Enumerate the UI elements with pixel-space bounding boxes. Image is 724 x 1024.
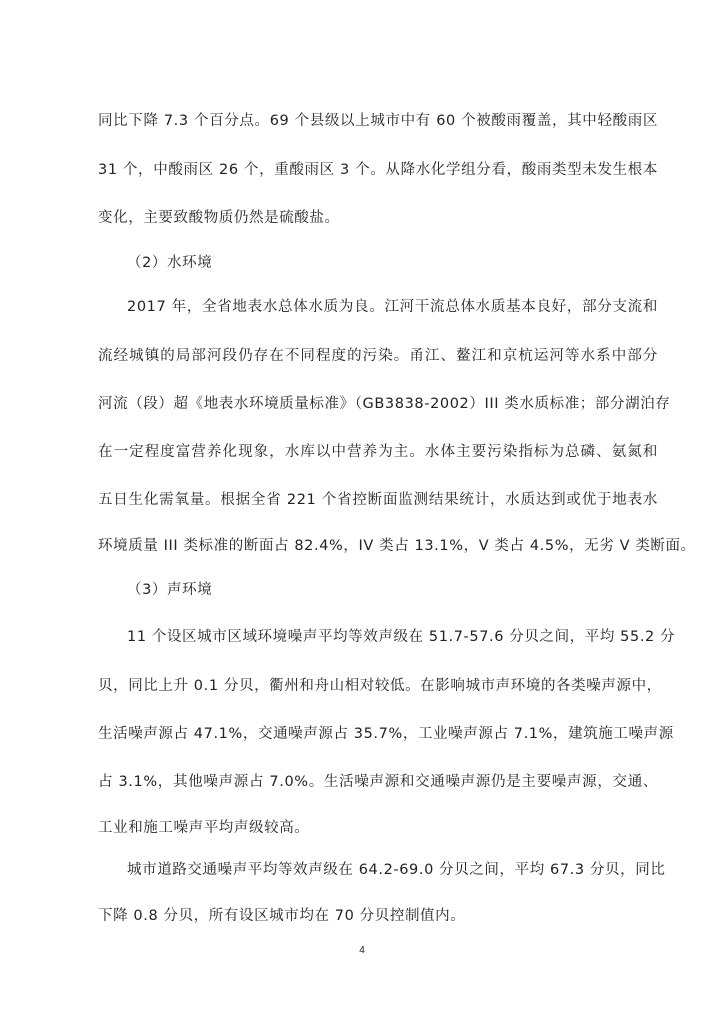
paragraph-line: 工业和施工噪声平均声级较高。: [98, 820, 310, 836]
section-heading-water: （2）水环境: [127, 255, 213, 271]
paragraph-line: 2017 年，全省地表水总体水质为良。江河干流总体水质基本良好，部分支流和: [127, 299, 658, 315]
paragraph-line: 占 3.1%，其他噪声源占 7.0%。生活噪声源和交通噪声源仍是主要噪声源，交通、: [98, 774, 658, 790]
paragraph-line: 11 个设区城市区域环境噪声平均等效声级在 51.7-57.6 分贝之间，平均 55.2 分: [127, 629, 676, 645]
paragraph-line: 城市道路交通噪声平均等效声级在 64.2-69.0 分贝之间，平均 67.3 分贝，同比: [127, 862, 666, 878]
section-heading-noise: （3）声环境: [127, 582, 213, 598]
paragraph-line: 在一定程度富营养化现象，水库以中营养为主。水体主要污染指标为总磷、氨氮和: [98, 444, 658, 460]
paragraph-line: 环境质量 III 类标准的断面占 82.4%，IV 类占 13.1%，V 类占 4.5%，无劣 V 类断面。: [98, 538, 696, 554]
paragraph-line: 变化，主要致酸物质仍然是硫酸盐。: [98, 210, 340, 226]
paragraph-line: 生活噪声源占 47.1%，交通噪声源占 35.7%，工业噪声源占 7.1%，建筑施工噪声源: [98, 726, 674, 742]
paragraph-line: 贝，同比上升 0.1 分贝，衢州和舟山相对较低。在影响城市声环境的各类噪声源中，: [98, 678, 662, 694]
page-number: 4: [359, 945, 365, 956]
paragraph-line: 同比下降 7.3 个百分点。69 个县级以上城市中有 60 个被酸雨覆盖，其中轻酸雨区: [98, 113, 658, 129]
paragraph-line: 河流（段）超《地表水环境质量标准》（GB3838-2002）III 类水质标准；部分湖泊存: [98, 396, 671, 412]
paragraph-line: 下降 0.8 分贝，所有设区城市均在 70 分贝控制值内。: [98, 908, 466, 924]
paragraph-line: 31 个，中酸雨区 26 个，重酸雨区 3 个。从降水化学组分看，酸雨类型未发生根本: [98, 162, 658, 178]
paragraph-line: 流经城镇的局部河段仍存在不同程度的污染。甬江、鳌江和京杭运河等水系中部分: [98, 348, 658, 364]
paragraph-line: 五日生化需氧量。根据全省 221 个省控断面监测结果统计，水质达到或优于地表水: [98, 492, 658, 508]
